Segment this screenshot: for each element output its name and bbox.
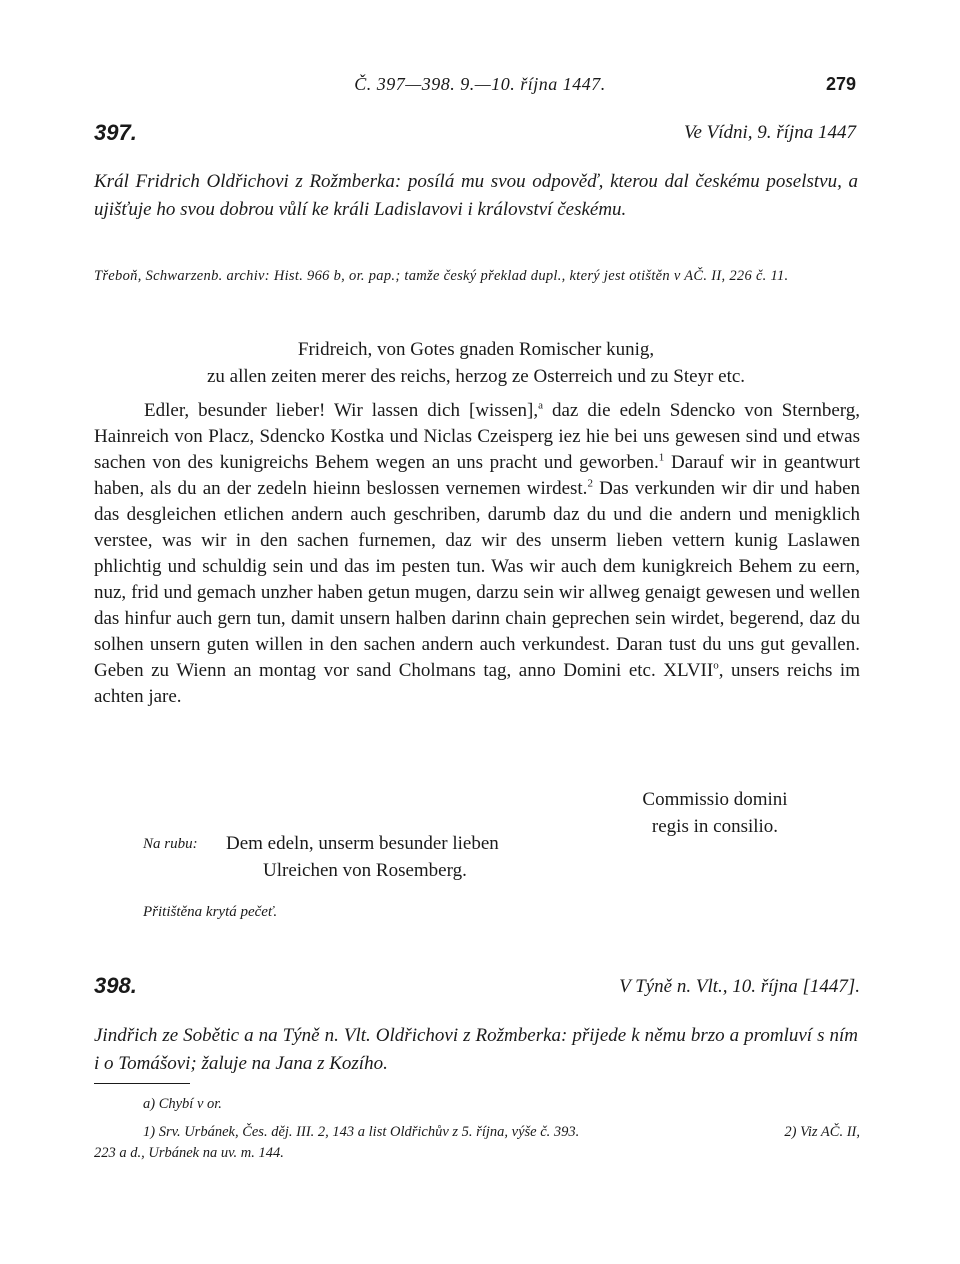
document-number-397: 397. [94,120,137,145]
commissio-note [620,786,810,840]
source-note-397: Třeboň, Schwarzenb. archiv: Hist. 966 b, or. pap.; tamže český překlad dupl., který jest otištěn v AČ. II, 226 č. 11. [94,268,789,284]
regest-397: Král Fridrich Oldřichovi z Rožmberka: posílá mu svou odpověď, kterou dal českému poselstvu, a ujišťuje ho svou dobrou vůlí ke králi Ladislavovi i království českému. [94,171,858,220]
letter-body [94,398,860,710]
commissio-line-2: regis in consilio. [651,816,779,837]
footnote-2: 2) Viz AČ. II, [784,1124,860,1140]
commissio-line-1: Commissio domini [642,789,788,810]
regest-398: Jindřich ze Sobětic a na Týně n. Vlt. Oldřichovi z Rožmberka: přijede k němu brzo a promluví s ním i o Tomášovi; žaluje na Jana z Kozího. [94,1025,858,1074]
address [226,830,499,884]
footnote-ref-a: a [538,399,543,412]
letter-text-2: daz die edeln Sdencko von Sternberg, Hainreich von Placz, Sdencko Kostka und Niclas Czeisperg iez hie bei uns gewesen sind und etwas sachen von des kunigreichs Behem wegen an uns pracht und geworben. [94,400,860,473]
na-rubu-label: Na rubu: [143,836,198,852]
footnotes-block [94,1122,860,1164]
footnote-a: a) Chybí v or. [143,1096,222,1112]
letter-text-3: Darauf wir in geantwurt haben, als du an der zedeln hieinn beslossen vernemen wirdest. [94,452,860,499]
footnote-2-continued: 223 a d., Urbánek na uv. m. 144. [94,1145,284,1161]
seal-note: Přitištěna krytá pečeť. [143,904,278,920]
footnote-divider [94,1083,190,1084]
address-line-1: Dem edeln, unserm besunder lieben [226,833,499,854]
footnote-1: 1) Srv. Urbánek, Čes. děj. III. 2, 143 a list Oldřichův z 5. října, výše č. 393. [143,1124,580,1140]
page-number: 279 [825,74,856,94]
salutation [94,336,858,390]
running-header: Č. 397—398. 9.—10. října 1447. [354,74,606,94]
document-number-398: 398. [94,973,137,998]
footnote-ref-2: 2 [587,477,593,490]
place-date-398: V Týně n. Vlt., 10. října [1447]. [619,976,860,997]
place-date-397: Ve Vídni, 9. října 1447 [683,122,856,143]
letter-paragraph [94,398,860,710]
letter-text-1: Edler, besunder lieber! Wir lassen dich [wissen], [144,400,539,421]
footnote-ref-1: 1 [658,451,665,464]
letter-text-5: , unsers reichs im achten jare. [94,660,860,707]
address-line-2: Ulreichen von Rosemberg. [263,860,467,881]
salutation-line-2: zu allen zeiten merer des reichs, herzog ze Osterreich und zu Steyr etc. [206,366,746,387]
letter-text-4: Das verkunden wir dir und haben das desgleichen etlichen andern auch geschriben, darumb daz du und die andern und menigklich verstee, was wir in den sachen furnemen, daz wir des unserm lieben vettern kunig Laslawen phlichtig und schuldig sein und das im pesten tun. Was wir auch dem kunigkreich Behem zu eern, nuz, frid und gemach unzher haben getun mugen, darzu sein wir allweg genaigt gewesen und wellen das hinfur auch gern tun, damit unsern halben darinn chain geprechen sein wirdet, begerend, daz du solhen unsern guten willen in den sachen andern auch verkundest. Daran tust du uns gut gevallen. Geben zu Wienn an montag vor sand Cholmans tag, anno Domini etc. XLVII [94,478,860,681]
salutation-line-1: Fridreich, von Gotes gnaden Romischer kunig, [297,339,655,360]
superscript-o: o [713,659,719,672]
